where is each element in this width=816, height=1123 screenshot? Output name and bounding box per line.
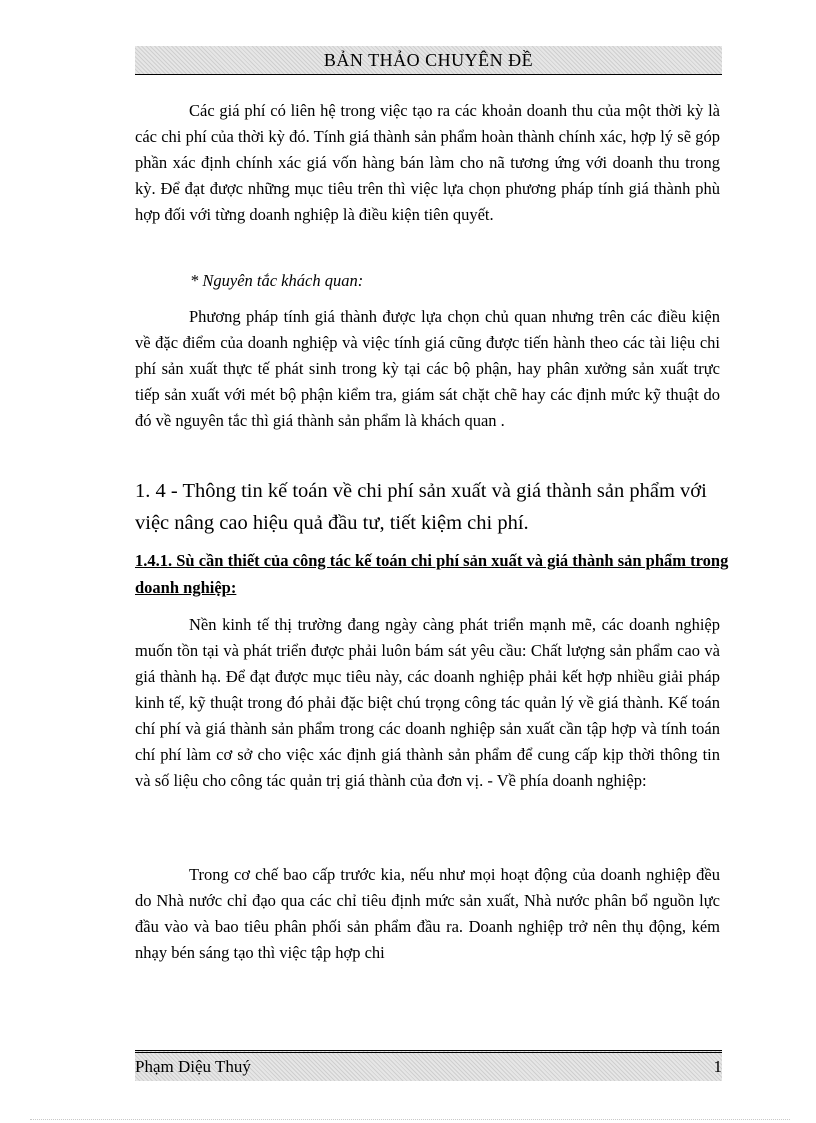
page-edge-divider (30, 1119, 790, 1120)
paragraph-subsidy-mechanism (135, 862, 720, 966)
footer-author: Phạm Diệu Thuý (135, 1057, 251, 1076)
paragraph-objective-principle (135, 304, 720, 434)
paragraph-text: Trong cơ chế bao cấp trước kia, nếu như mọi hoạt động của doanh nghiệp đều do Nhà nước chỉ đạo qua các chỉ tiêu định mức sản xuất, Nhà nước phân bổ nguồn lực đầu vào và bao tiêu phân phối sản phẩm đầu ra. Doanh nghiệp trở nên thụ động, kém nhạy bén sáng tạo thì việc tập hợp chi (135, 865, 720, 962)
paragraph-text: Các giá phí có liên hệ trong việc tạo ra các khoản doanh thu của một thời kỳ là các chi phí của thời kỳ đó. Tính giá thành sản phẩm hoàn thành chính xác, hợp lý sẽ góp phần xác định chính xác giá vốn hàng bán làm cho nã tương ứng với doanh thu trong kỳ. Để đạt được những mục tiêu trên thì việc lựa chọn phương pháp tính giá thành phù hợp đối với từng doanh nghiệp là điều kiện tiên quyết. (135, 101, 720, 224)
page-footer (135, 1050, 722, 1081)
paragraph-cost-definition (135, 98, 720, 228)
header-title: BẢN THẢO CHUYÊN ĐỀ (323, 50, 534, 70)
note-objective-principle: * Nguyên tắc khách quan: (190, 271, 364, 290)
page-header (135, 46, 722, 75)
paragraph-text: Phương pháp tính giá thành được lựa chọn chủ quan nhưng trên các điều kiện về đặc điểm của doanh nghiệp và việc tính giá cũng được tiến hành theo các tài liệu chi phí sản xuất thực tế phát sinh trong kỳ tại các bộ phận, hay phân xưởng sản xuất trực tiếp sản xuất với mét bộ phận kiểm tra, giám sát chặt chẽ hay các định mức kỹ thuật do đó về nguyên tắc thì giá thành sản phẩm là khách quan . (135, 307, 720, 430)
page-number: 1 (713, 1057, 722, 1076)
paragraph-market-economy (135, 612, 720, 794)
paragraph-text: Nền kinh tế thị trường đang ngày càng phát triển mạnh mẽ, các doanh nghiệp muốn tồn tại và phát triển được phải luôn bám sát yêu cầu: Chất lượng sản phẩm cao và giá thành hạ. Để đạt được mục tiêu này, các doanh nghiệp phải kết hợp nhiều giải pháp kinh tế, kỹ thuật trong đó phải đặc biệt chú trọng công tác quản lý về giá thành. Kế toán chí phí và giá thành sản phẩm trong các doanh nghiệp sản xuất cần tập hợp và tính toán chí phí làm cơ sở cho việc xác định giá thành sản phẩm để cung cấp kịp thời thông tin và số liệu cho công tác quản trị giá thành của đơn vị. - Về phía doanh nghiệp: (135, 615, 720, 790)
subsection-heading: 1.4.1. Sù cần thiết của công tác kế toán chi phí sản xuất và giá thành sản phẩm trong doanh nghiệp: (135, 551, 729, 597)
section-heading: 1. 4 - Thông tin kế toán về chi phí sản xuất và giá thành sản phẩm với việc nâng cao hiệu quả đầu tư, tiết kiệm chi phí. (135, 480, 707, 534)
